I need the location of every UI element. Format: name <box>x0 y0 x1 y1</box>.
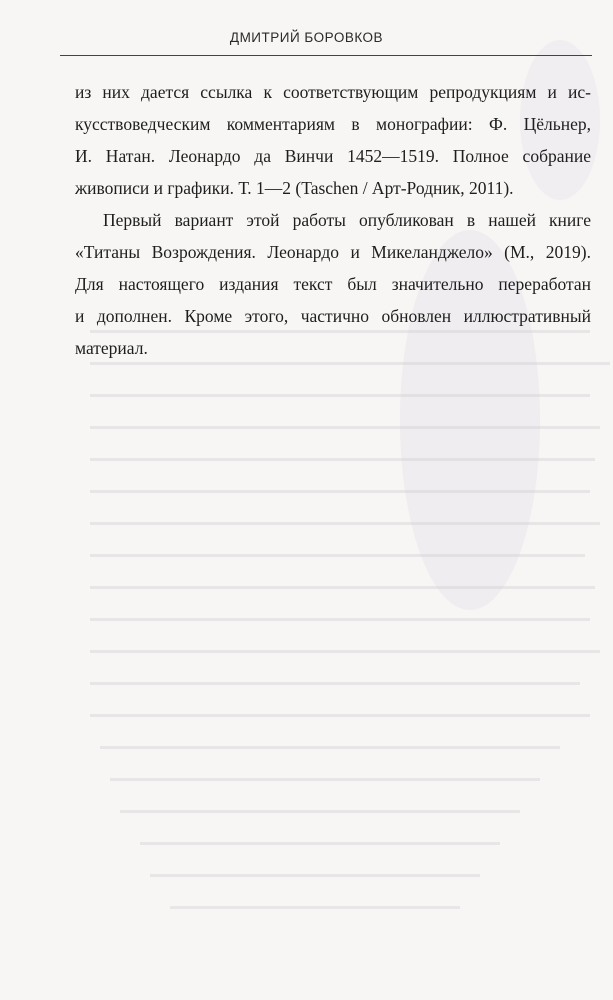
text-line: материал. <box>75 338 148 358</box>
body-text <box>75 76 591 364</box>
text-line: и дополнен. Кроме этого, частично обновлен иллюстративный <box>75 306 591 326</box>
text-line: Для настоящего издания текст был значительно переработан <box>75 274 591 294</box>
text-line: И. Натан. Леонардо да Винчи 1452—1519. Полное собрание <box>75 146 591 166</box>
paragraph-2 <box>75 204 591 364</box>
header-rule <box>60 55 592 56</box>
text-line: из них дается ссылка к соответствующим репродукциям и ис- <box>75 82 591 102</box>
text-line: Первый вариант этой работы опубликован в нашей книге <box>103 210 591 230</box>
text-line: кусствоведческим комментариям в монографии: Ф. Цёльнер, <box>75 114 591 134</box>
text-line: «Титаны Возрождения. Леонардо и Микеланджело» (М., 2019). <box>75 242 591 262</box>
text-line: живописи и графики. Т. 1—2 (Taschen / Арт-Родник, 2011). <box>75 178 514 198</box>
running-head: ДМИТРИЙ БОРОВКОВ <box>229 30 384 45</box>
paragraph-1 <box>75 76 591 204</box>
